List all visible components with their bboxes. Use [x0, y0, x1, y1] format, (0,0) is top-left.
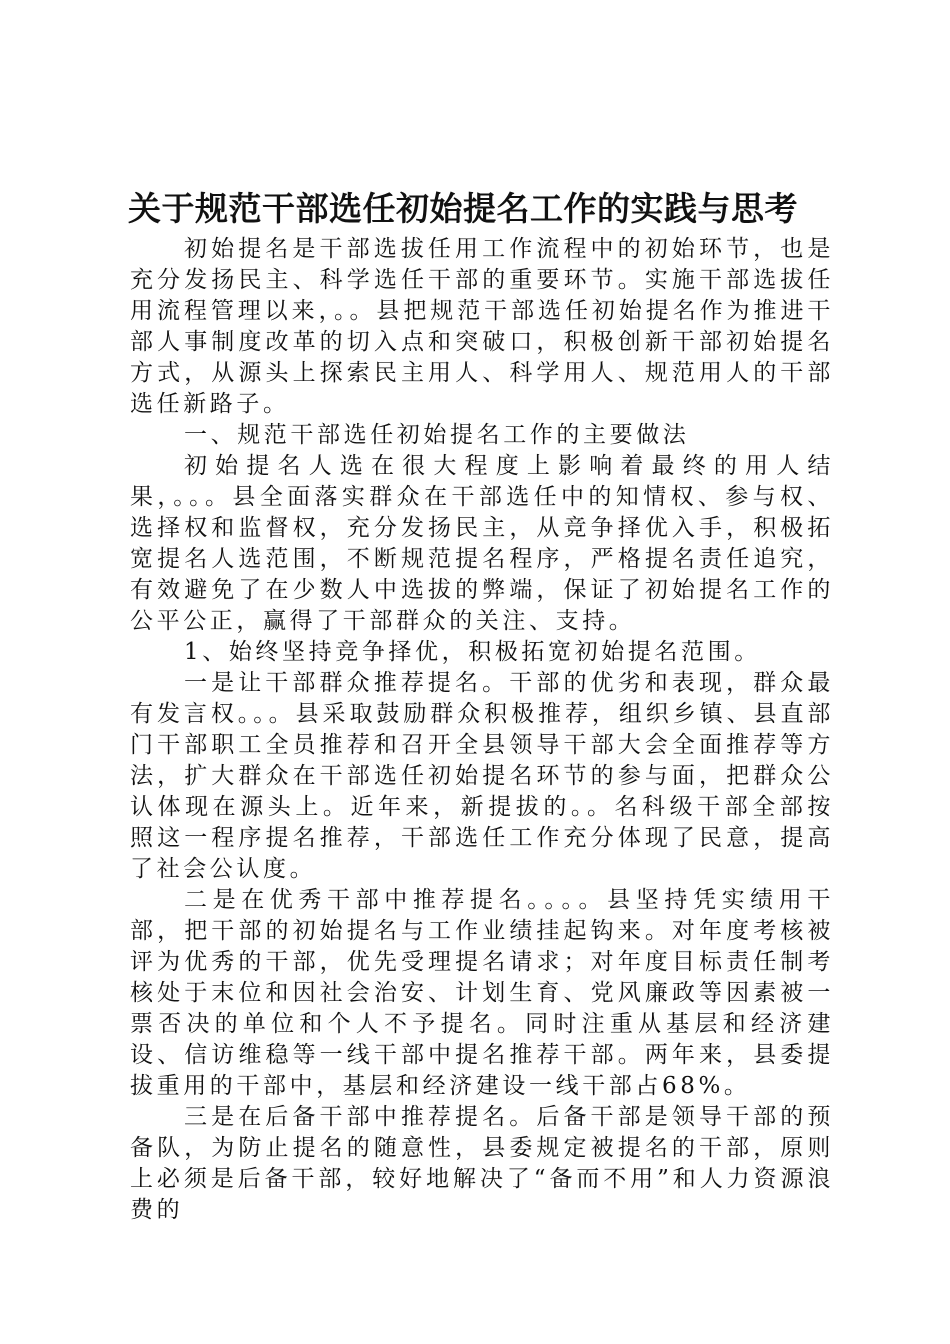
paragraph-point-1: 一是让干部群众推荐提名。干部的优劣和表现，群众最有发言权。。。县采取鼓励群众积极推荐，组织乡镇、县直部门干部职工全员推荐和召开全县领导干部大会全面推荐等方法，扩大群众在干部选任初始提名环节的参与面，把群众公认体现在源头上。近年来，新提拔的。。名科级干部全部按照这一程序提名推荐，干部选任工作充分体现了民意，提高了社会公认度。 — [130, 670, 834, 882]
subsection-heading-1: 1、始终坚持竞争择优，积极拓宽初始提名范围。 — [184, 639, 761, 665]
paragraph-intro: 初始提名是干部选拔任用工作流程中的初始环节，也是充分发扬民主、科学选任干部的重要环节。实施干部选拔任用流程管理以来，。。县把规范干部选任初始提名作为推进干部人事制度改革的切入点和突破口，积极创新干部初始提名方式，从源头上探索民主用人、科学用人、规范用人的干部选任新路子。 — [130, 236, 834, 417]
paragraph-point-3: 三是在后备干部中推荐提名。后备干部是领导干部的预备队，为防止提名的随意性，县委规定被提名的干部，原则上必须是后备干部，较好地解决了“备而不用”和人力资源浪费的 — [130, 1104, 834, 1223]
document-title: 关于规范干部选任初始提名工作的实践与思考 — [128, 189, 798, 228]
section-heading-1: 一、规范干部选任初始提名工作的主要做法 — [184, 422, 690, 448]
paragraph-section-1: 初始提名人选在很大程度上影响着最终的用人结果，。。。县全面落实群众在干部选任中的知情权、参与权、选择权和监督权，充分发扬民主，从竞争择优入手，积极拓宽提名人选范围，不断规范提名程序，严格提名责任追究，有效避免了在少数人中选拔的弊端，保证了初始提名工作的公平公正，赢得了干部群众的关注、支持。 — [130, 453, 834, 634]
document-body — [130, 234, 834, 1226]
paragraph-point-2: 二是在优秀干部中推荐提名。。。。县坚持凭实绩用干部，把干部的初始提名与工作业绩挂起钩来。对年度考核被评为优秀的干部，优先受理提名请求；对年度目标责任制考核处于末位和因社会治安、计划生育、党风廉政等因素被一票否决的单位和个人不予提名。同时注重从基层和经济建设、信访维稳等一线干部中提名推荐干部。两年来，县委提拔重用的干部中，基层和经济建设一线干部占68%。 — [130, 887, 834, 1099]
